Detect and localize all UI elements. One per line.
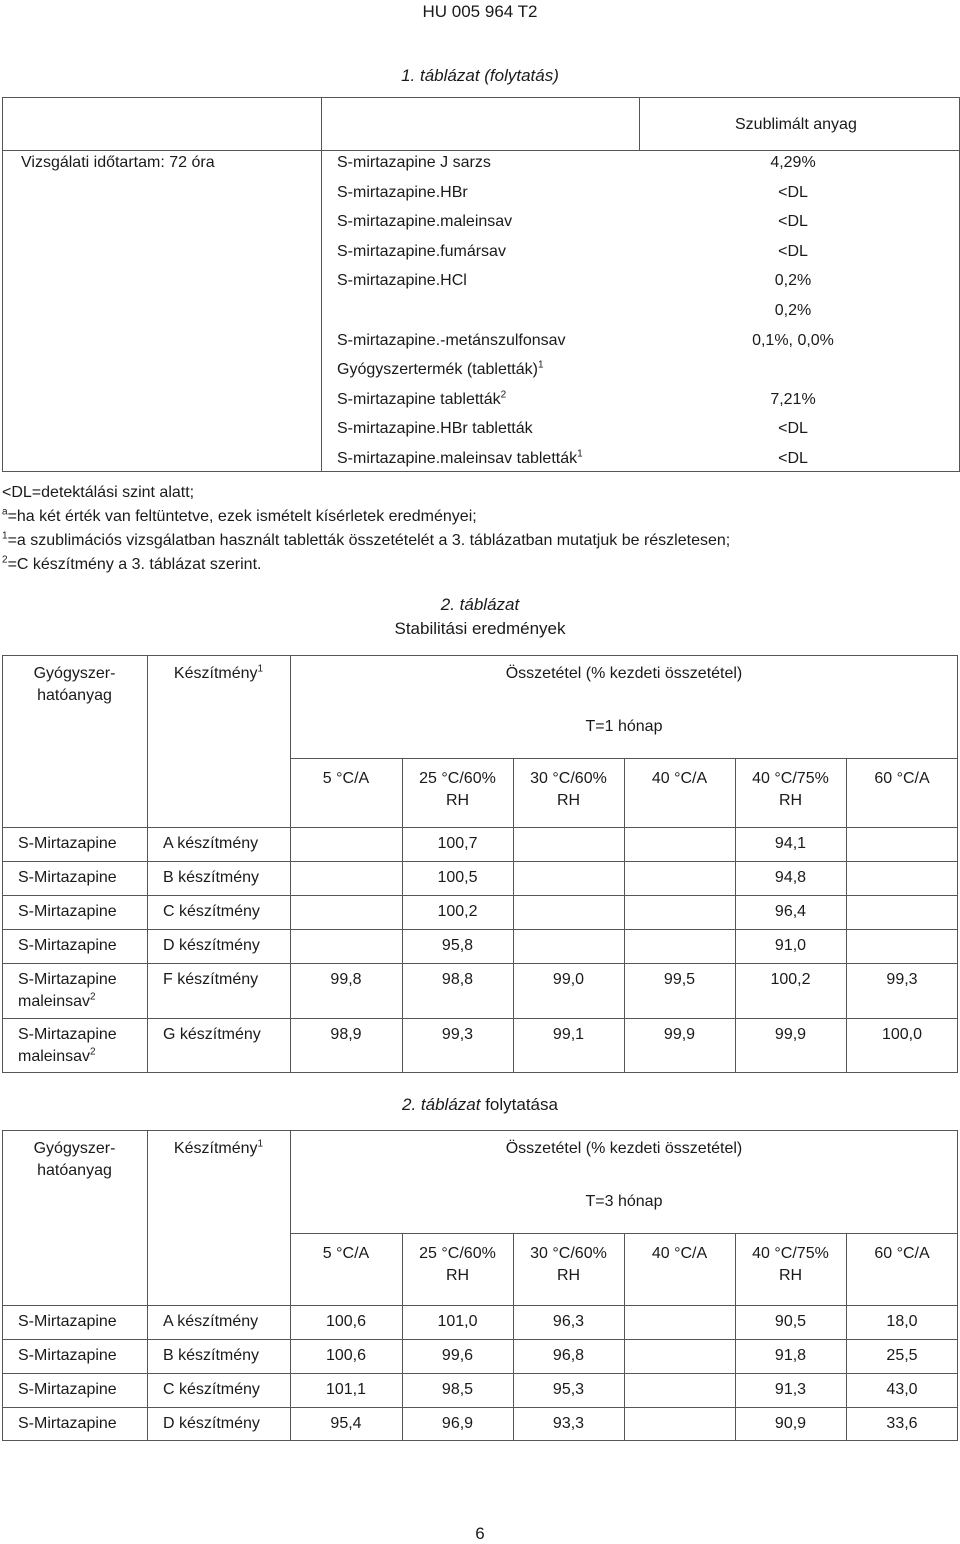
- value-cell: 101,0: [437, 1313, 478, 1330]
- value-cell: 98,9: [330, 1026, 362, 1043]
- table2b-caption: [0, 1095, 960, 1115]
- substance-cell: S-Mirtazapine: [18, 1026, 117, 1043]
- value-cell: 100,6: [325, 1313, 367, 1330]
- value-cell: 98,5: [441, 1381, 474, 1398]
- condition-header: RH: [778, 1267, 803, 1284]
- table1-row-name: [337, 154, 491, 172]
- value-cell: 90,5: [774, 1313, 807, 1330]
- value-cell: 96,4: [774, 903, 807, 920]
- value-cell: 100,2: [437, 903, 478, 920]
- row-divider: [2, 1407, 958, 1408]
- table2b-caption-italic: 2. táblázat: [402, 1095, 481, 1114]
- footnote-text: =ha két érték van feltüntetve, ezek ismételt kísérletek eredményei;: [7, 508, 477, 525]
- column-header-substance: Gyógyszer-: [33, 1140, 116, 1157]
- table1-row-name-text: S-mirtazapine.maleinsav: [337, 213, 513, 231]
- row-divider: [290, 758, 958, 759]
- substance-cell: [18, 1046, 96, 1068]
- column-header-substance: hatóanyag: [37, 687, 112, 704]
- value-cell: 43,0: [886, 1381, 918, 1398]
- column-header-product-text: Készítmény: [173, 1140, 258, 1157]
- substance-text: maleinsav: [18, 1048, 91, 1065]
- product-cell: A készítmény: [163, 835, 259, 852]
- table1-row-value: 7,21%: [770, 390, 816, 408]
- table1-row-name-text: S-mirtazapine.HCl: [337, 272, 467, 290]
- value-cell: 96,9: [441, 1415, 474, 1432]
- condition-header: 60 °C/A: [874, 770, 930, 787]
- footnote-text: =a szublimációs vizsgálatban használt tabletták összetételét a 3. táblázatban mutatjuk be részletesen;: [7, 532, 731, 549]
- value-cell: 99,0: [552, 971, 585, 988]
- time-label: T=3 hónap: [585, 1193, 663, 1210]
- table1-row-value: <DL: [778, 242, 808, 260]
- row-divider: [2, 1373, 958, 1374]
- condition-header: 5 °C/A: [322, 770, 370, 787]
- table1-row-name: [337, 361, 544, 379]
- row-divider: [2, 1339, 958, 1340]
- row-divider: [2, 1305, 958, 1306]
- footnote-mark: a: [2, 506, 8, 518]
- table1-row-value: <DL: [778, 183, 808, 201]
- footnote: [2, 532, 730, 550]
- condition-header: 60 °C/A: [874, 1245, 930, 1262]
- table1-row-name: [337, 420, 533, 438]
- condition-header: RH: [445, 1267, 470, 1284]
- footnote-ref: 2: [500, 389, 507, 401]
- footnote-mark: 1: [2, 530, 8, 542]
- condition-header: 40 °C/75%: [752, 1245, 829, 1262]
- footnote-mark: 2: [2, 554, 8, 566]
- table1-column-header: Szublimált anyag: [735, 116, 857, 133]
- value-cell: 99,3: [886, 971, 918, 988]
- condition-header: RH: [778, 792, 803, 809]
- condition-header: 40 °C/75%: [752, 770, 829, 787]
- condition-header: 25 °C/60%: [419, 1245, 496, 1262]
- value-cell: 94,8: [774, 869, 807, 886]
- page-number: 6: [475, 1524, 485, 1543]
- row-divider: [2, 1018, 958, 1019]
- substance-cell: S-Mirtazapine: [18, 937, 117, 954]
- substance-cell: S-Mirtazapine: [18, 835, 117, 852]
- table1-row-name-text: S-mirtazapine J sarzs: [337, 154, 491, 171]
- value-cell: 95,4: [330, 1415, 362, 1432]
- condition-header: 30 °C/60%: [530, 1245, 607, 1262]
- table1-row-name-text: S-mirtazapine tabletták: [337, 390, 501, 408]
- table1-row-value: <DL: [778, 420, 808, 438]
- value-cell: 99,1: [552, 1026, 585, 1043]
- row-divider: [2, 963, 958, 964]
- column-header-product: [147, 1138, 290, 1160]
- substance-cell: S-Mirtazapine: [18, 1313, 117, 1330]
- value-cell: 100,0: [881, 1026, 923, 1043]
- table2-title: Stabilitási eredmények: [394, 619, 566, 638]
- condition-header: 5 °C/A: [322, 1245, 370, 1262]
- product-cell: G készítmény: [163, 1026, 261, 1043]
- substance-cell: S-Mirtazapine: [18, 971, 117, 988]
- footnote: [2, 556, 261, 574]
- column-header-substance: Gyógyszer-: [33, 665, 116, 682]
- time-label: T=1 hónap: [585, 718, 663, 735]
- value-cell: 96,8: [552, 1347, 585, 1364]
- condition-header: 40 °C/A: [651, 770, 708, 787]
- table1-duration-label: Vizsgálati időtartam: 72 óra: [21, 154, 215, 171]
- value-cell: 98,8: [441, 971, 474, 988]
- value-cell: 91,8: [774, 1347, 807, 1364]
- column-header-composition: Összetétel (% kezdeti összetétel): [505, 665, 743, 682]
- table1-row-name: [337, 332, 566, 350]
- value-cell: 96,3: [552, 1313, 585, 1330]
- row-divider: [2, 827, 958, 828]
- table1-row-value: 0,2%: [774, 302, 812, 319]
- substance-cell: S-Mirtazapine: [18, 903, 117, 920]
- table1-row-value: 4,29%: [770, 154, 816, 171]
- condition-header: RH: [445, 792, 470, 809]
- product-cell: C készítmény: [163, 903, 260, 920]
- row-divider: [2, 895, 958, 896]
- value-cell: 25,5: [886, 1347, 918, 1364]
- value-cell: 101,1: [325, 1381, 367, 1398]
- footnote-text: =C készítmény a 3. táblázat szerint.: [7, 556, 262, 573]
- table1-row-name-text: S-mirtazapine.maleinsav tabletták: [337, 450, 578, 467]
- value-cell: 100,6: [325, 1347, 367, 1364]
- row-divider: [290, 1233, 958, 1234]
- table1-row-name: [337, 272, 467, 290]
- substance-cell: S-Mirtazapine: [18, 1347, 117, 1364]
- column-header-product-text: Készítmény: [173, 665, 258, 682]
- footnote-ref: 2: [90, 991, 96, 1003]
- footnote-ref: 2: [90, 1046, 96, 1058]
- footnote-text: <DL=detektálási szint alatt;: [2, 484, 195, 501]
- substance-cell: S-Mirtazapine: [18, 1381, 117, 1398]
- value-cell: 91,3: [774, 1381, 807, 1398]
- condition-header: 40 °C/A: [651, 1245, 708, 1262]
- value-cell: 93,3: [552, 1415, 585, 1432]
- product-cell: F készítmény: [163, 971, 259, 988]
- value-cell: 100,5: [437, 869, 478, 886]
- column-divider: [147, 655, 148, 1073]
- table1-row-name-text: S-mirtazapine.HBr tabletták: [337, 420, 533, 438]
- table1-row-name: [337, 391, 506, 409]
- table1-row-name-text: Gyógyszertermék (tabletták): [337, 361, 538, 379]
- product-cell: A készítmény: [163, 1313, 259, 1330]
- value-cell: 95,8: [441, 937, 474, 954]
- table1-row-name: [337, 213, 512, 231]
- condition-header: RH: [556, 1267, 581, 1284]
- footnote-ref: 1: [257, 1138, 264, 1150]
- value-cell: 99,8: [330, 971, 362, 988]
- table2b-caption-rest: folytatása: [480, 1095, 558, 1114]
- condition-header: 30 °C/60%: [530, 770, 607, 787]
- table1-row-name-text: S-mirtazapine.-metánszulfonsav: [337, 331, 566, 349]
- value-cell: 91,0: [774, 937, 807, 954]
- column-header-product: [147, 663, 290, 685]
- table1: [2, 97, 960, 472]
- value-cell: 99,6: [441, 1347, 474, 1364]
- substance-cell: [18, 991, 96, 1013]
- condition-header: RH: [556, 792, 581, 809]
- table1-row-name: [337, 243, 506, 261]
- table1-row-name: [337, 184, 468, 202]
- table1-caption: 1. táblázat (folytatás): [401, 66, 559, 85]
- value-cell: 18,0: [886, 1313, 918, 1330]
- value-cell: 99,9: [663, 1026, 696, 1043]
- table1-row-value: <DL: [778, 213, 808, 231]
- value-cell: 33,6: [886, 1415, 918, 1432]
- value-cell: 90,9: [774, 1415, 807, 1432]
- product-cell: D készítmény: [163, 937, 260, 954]
- value-cell: 95,3: [552, 1381, 585, 1398]
- table2-caption: 2. táblázat: [440, 595, 520, 614]
- footnote: [2, 508, 477, 526]
- table1-row-name: [337, 450, 583, 468]
- condition-header: 25 °C/60%: [419, 770, 496, 787]
- substance-cell: S-Mirtazapine: [18, 869, 117, 886]
- table1-row-value: <DL: [778, 450, 808, 467]
- value-cell: 100,2: [770, 971, 811, 988]
- product-cell: B készítmény: [163, 869, 260, 886]
- column-header-substance: hatóanyag: [37, 1162, 112, 1179]
- table1-row-name-text: S-mirtazapine.fumársav: [337, 242, 506, 260]
- footnote: [2, 484, 194, 502]
- document-id: HU 005 964 T2: [422, 2, 538, 21]
- substance-text: maleinsav: [18, 993, 91, 1010]
- substance-cell: S-Mirtazapine: [18, 1415, 117, 1432]
- footnote-ref: 1: [537, 359, 544, 371]
- footnote-ref: 1: [257, 663, 264, 675]
- value-cell: 99,9: [774, 1026, 807, 1043]
- value-cell: 94,1: [774, 835, 807, 852]
- value-cell: 99,3: [441, 1026, 474, 1043]
- table1-row-name-text: S-mirtazapine.HBr: [337, 183, 468, 201]
- column-divider: [147, 1130, 148, 1441]
- value-cell: 99,5: [663, 971, 696, 988]
- table1-row-value: 0,2%: [774, 272, 812, 290]
- row-divider: [2, 929, 958, 930]
- product-cell: C készítmény: [163, 1381, 260, 1398]
- product-cell: B készítmény: [163, 1347, 260, 1364]
- product-cell: D készítmény: [163, 1415, 260, 1432]
- table1-row-value: 0,1%, 0,0%: [752, 331, 834, 349]
- row-divider: [2, 861, 958, 862]
- column-header-composition: Összetétel (% kezdeti összetétel): [505, 1140, 743, 1157]
- footnote-ref: 1: [577, 448, 583, 460]
- value-cell: 100,7: [437, 835, 478, 852]
